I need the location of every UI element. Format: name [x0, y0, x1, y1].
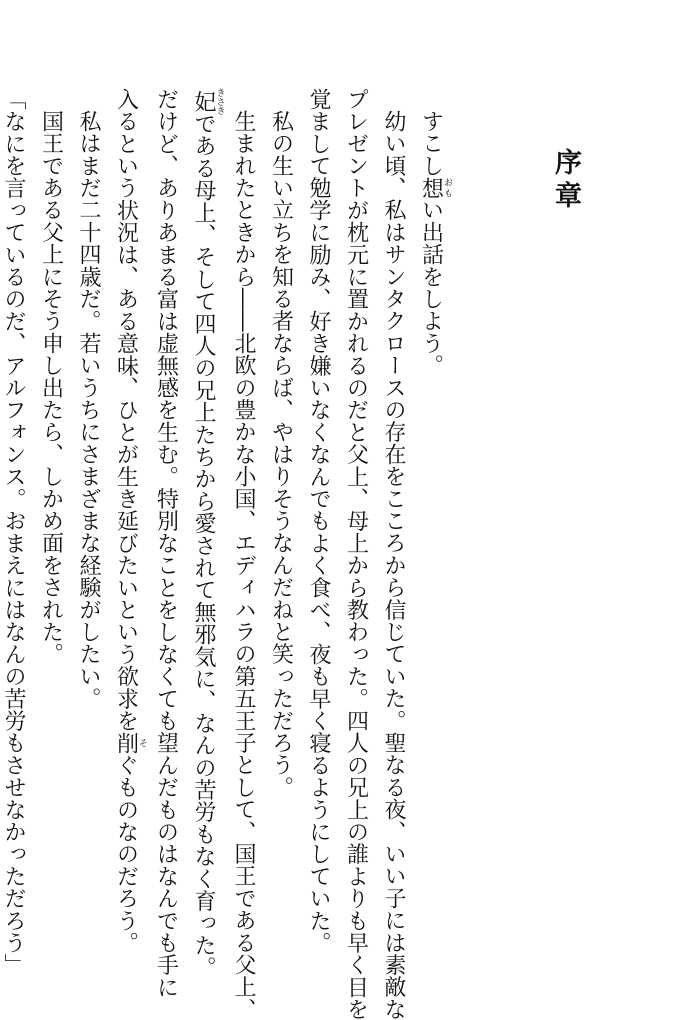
paragraph-line: すこし想おもい出話をしよう。: [418, 110, 452, 377]
paragraph-line: 「なにを言っているのだ、アルフォンス。おまえにはなんの苦労もさせなかっただろう」: [1, 88, 26, 976]
paragraph-line: プレゼントが枕元に置かれるのだと父上、母上から教わった。四人の兄上の誰よりも早く目を: [343, 88, 369, 1020]
paragraph-line: 国王である父上にそう申し出たら、しかめ面をされた。: [38, 110, 64, 665]
paragraph-line: 私の生い立ちを知る者ならば、やはりそうなんだねと笑っただろう。: [268, 110, 294, 799]
paragraph-line: だけど、ありあまる富は虚無感を生む。特別なことをしなくても望んだものはなんでも手に: [153, 88, 179, 999]
furigana-reading: そ: [137, 731, 147, 754]
paragraph-line: 覚まして勉学に励み、好き嫌いなくなんでもよく食べ、夜も早く寝るようにしていた。: [306, 88, 331, 954]
paragraph-line: 妃きさきである母上、そして四人の兄上たちから愛されて無邪気に、なんの苦労もなく育った。: [191, 88, 225, 979]
paragraph-line: 私はまだ二十四歳だ。若いうちにさまざまな経験がしたい。: [76, 110, 101, 710]
paragraph-line: 幼い頃、私はサンタクロースの存在をこころから信じていた。聖なる夜、いい子には素敵な: [381, 110, 406, 1020]
furigana-reading: きさき: [214, 88, 225, 115]
furigana-ruby: 想おも: [418, 176, 452, 199]
paragraph-line: 生まれたときから――北欧の豊かな小国、エディハラの第五王子として、国王である父上、: [231, 110, 256, 1020]
body-text: [0, 88, 452, 1020]
paragraph-line: 入るという状況は、ある意味、ひとが生き延びたいという欲求を削そぐものなのだろう。: [113, 88, 147, 954]
furigana-ruby: 削そ: [113, 731, 147, 755]
chapter-title: 序章: [550, 148, 581, 214]
furigana-ruby: 妃きさき: [191, 88, 225, 115]
furigana-reading: おも: [442, 176, 452, 199]
